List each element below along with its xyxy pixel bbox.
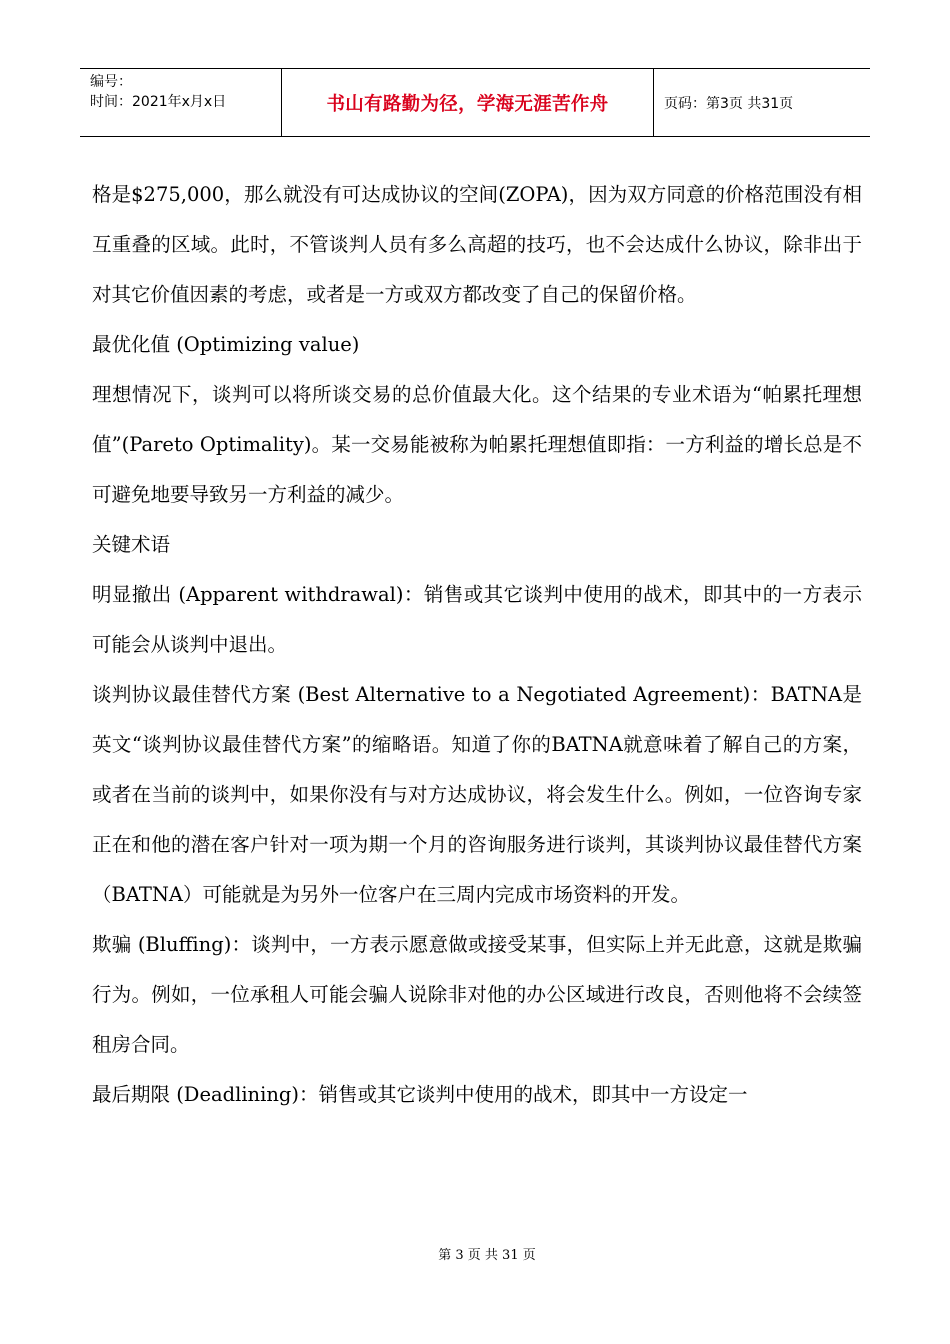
- page-footer: [0, 1244, 950, 1263]
- term-bluffing: 欺骗 (Bluffing)：谈判中，一方表示愿意做或接受某事，但实际上并无此意，这就是欺骗行为。例如，一位承租人可能会骗人说除非对他的办公区域进行改良，否则他将不会续签租房合同。: [92, 933, 862, 1056]
- term-batna: 谈判协议最佳替代方案 (Best Alternative to a Negotiated Agreement)：BATNA是英文“谈判协议最佳替代方案”的缩略语。知道了你的BATNA就意味着了解自己的方案，或者在当前的谈判中，如果你没有与对方达成协议，将会发生什么。例如，一位咨询专家正在和他的潜在客户针对一项为期一个月的咨询服务进行谈判，其谈判协议最佳替代方案（BATNA）可能就是为另外一位客户在三周内完成市场资料的开发。: [92, 683, 862, 906]
- number-label: 编号：: [90, 74, 132, 90]
- heading-key-terms: 关键术语: [92, 533, 171, 556]
- document-body: [92, 170, 862, 1120]
- footer-page-number: 第 3 页 共 31 页: [438, 1248, 536, 1263]
- page-label: 页码：第3页 共31页: [664, 95, 794, 112]
- term-apparent-withdrawal: 明显撤出 (Apparent withdrawal)：销售或其它谈判中使用的战术，即其中的一方表示可能会从谈判中退出。: [92, 583, 862, 656]
- motto-text: 书山有路勤为径，学海无涯苦作舟: [326, 93, 609, 115]
- header-page-info: [654, 69, 870, 136]
- paragraph-pareto: 理想情况下，谈判可以将所谈交易的总价值最大化。这个结果的专业术语为“帕累托理想值”(Pareto Optimality)。某一交易能被称为帕累托理想值即指：一方利益的增长总是不可避免地要导致另一方利益的减少。: [92, 383, 862, 506]
- time-label: 时间：2021年x月x日: [90, 94, 227, 110]
- page-header: [80, 68, 870, 137]
- header-meta: [80, 69, 282, 136]
- heading-optimizing-value: 最优化值 (Optimizing value): [92, 333, 360, 356]
- paragraph-continuation: 格是$275,000，那么就没有可达成协议的空间(ZOPA)，因为双方同意的价格范围没有相互重叠的区域。此时，不管谈判人员有多么高超的技巧，也不会达成什么协议，除非出于对其它价值因素的考虑，或者是一方或双方都改变了自己的保留价格。: [92, 183, 862, 306]
- term-deadlining: 最后期限 (Deadlining)：销售或其它谈判中使用的战术，即其中一方设定一: [92, 1083, 748, 1106]
- header-motto: [282, 69, 654, 136]
